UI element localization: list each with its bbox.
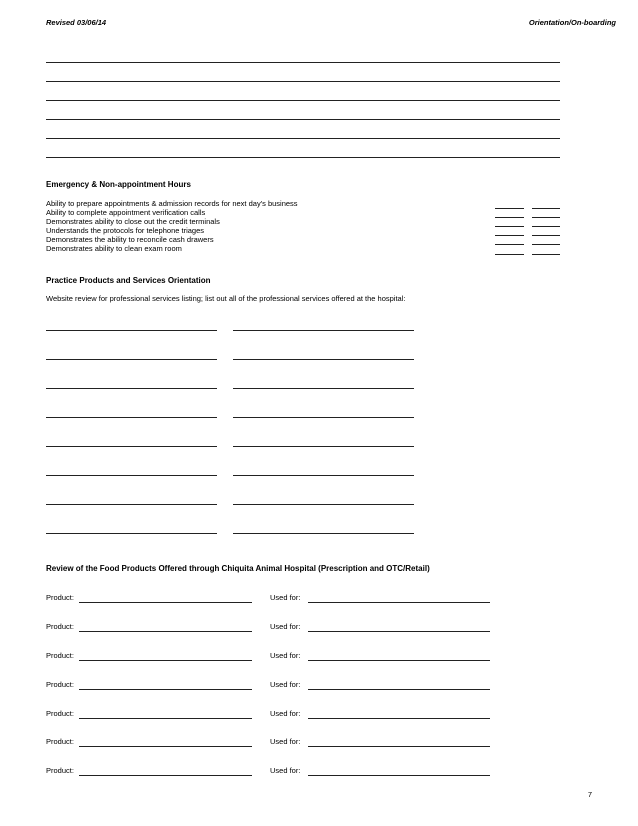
- writing-line: [46, 62, 560, 63]
- writing-line: [46, 81, 560, 82]
- skill-item: Ability to complete appointment verification calls: [46, 208, 206, 217]
- initial-blank: [495, 208, 524, 209]
- product-line: [79, 631, 252, 632]
- product-line: [79, 660, 252, 661]
- skill-item: Ability to prepare appointments & admission records for next day's business: [46, 199, 298, 208]
- used-for-label: Used for:: [270, 593, 301, 602]
- used-for-label: Used for:: [270, 737, 301, 746]
- initial-blank: [495, 254, 524, 255]
- page-number: 7: [587, 790, 592, 799]
- service-line-right: [233, 446, 414, 447]
- product-label: Product:: [46, 593, 74, 602]
- service-line-right: [233, 417, 414, 418]
- skill-item: Demonstrates ability to clean exam room: [46, 244, 182, 253]
- writing-line: [46, 119, 560, 120]
- product-label: Product:: [46, 680, 74, 689]
- used-for-line: [308, 602, 490, 603]
- used-for-label: Used for:: [270, 766, 301, 775]
- service-line-left: [46, 475, 217, 476]
- product-line: [79, 718, 252, 719]
- service-line-right: [233, 475, 414, 476]
- service-line-right: [233, 388, 414, 389]
- service-line-left: [46, 330, 217, 331]
- service-line-left: [46, 417, 217, 418]
- product-label: Product:: [46, 709, 74, 718]
- service-line-left: [46, 388, 217, 389]
- service-line-right: [233, 330, 414, 331]
- emergency-section-title: Emergency & Non-appointment Hours: [46, 180, 191, 189]
- initial-blank: [495, 244, 524, 245]
- skill-item: Demonstrates ability to close out the credit terminals: [46, 217, 220, 226]
- service-line-left: [46, 446, 217, 447]
- date-blank: [532, 226, 560, 227]
- used-for-label: Used for:: [270, 709, 301, 718]
- writing-line: [46, 157, 560, 158]
- product-label: Product:: [46, 766, 74, 775]
- writing-line: [46, 138, 560, 139]
- used-for-line: [308, 660, 490, 661]
- service-line-left: [46, 533, 217, 534]
- skill-item: Understands the protocols for telephone triages: [46, 226, 205, 235]
- writing-line: [46, 100, 560, 101]
- used-for-label: Used for:: [270, 651, 301, 660]
- service-line-right: [233, 533, 414, 534]
- initial-blank: [495, 226, 524, 227]
- product-label: Product:: [46, 737, 74, 746]
- initial-blank: [495, 235, 524, 236]
- date-blank: [532, 254, 560, 255]
- product-line: [79, 775, 252, 776]
- used-for-line: [308, 775, 490, 776]
- food-section-title: Review of the Food Products Offered through Chiquita Animal Hospital (Prescription and OTC/Retail): [46, 564, 430, 573]
- service-line-right: [233, 359, 414, 360]
- used-for-line: [308, 689, 490, 690]
- used-for-line: [308, 746, 490, 747]
- used-for-line: [308, 718, 490, 719]
- used-for-label: Used for:: [270, 680, 301, 689]
- product-label: Product:: [46, 622, 74, 631]
- practice-instruction: Website review for professional services listing; list out all of the professional services offered at the hospital:: [46, 294, 406, 303]
- product-label: Product:: [46, 651, 74, 660]
- used-for-line: [308, 631, 490, 632]
- product-line: [79, 602, 252, 603]
- date-blank: [532, 208, 560, 209]
- date-blank: [532, 244, 560, 245]
- product-line: [79, 689, 252, 690]
- practice-section-title: Practice Products and Services Orientation: [46, 276, 211, 285]
- date-blank: [532, 235, 560, 236]
- skill-item: Demonstrates the ability to reconcile cash drawers: [46, 235, 214, 244]
- document-section-title: Orientation/On-boarding: [528, 18, 616, 27]
- date-blank: [532, 217, 560, 218]
- initial-blank: [495, 217, 524, 218]
- service-line-right: [233, 504, 414, 505]
- revision-date: Revised 03/06/14: [46, 18, 107, 27]
- service-line-left: [46, 359, 217, 360]
- used-for-label: Used for:: [270, 622, 301, 631]
- service-line-left: [46, 504, 217, 505]
- product-line: [79, 746, 252, 747]
